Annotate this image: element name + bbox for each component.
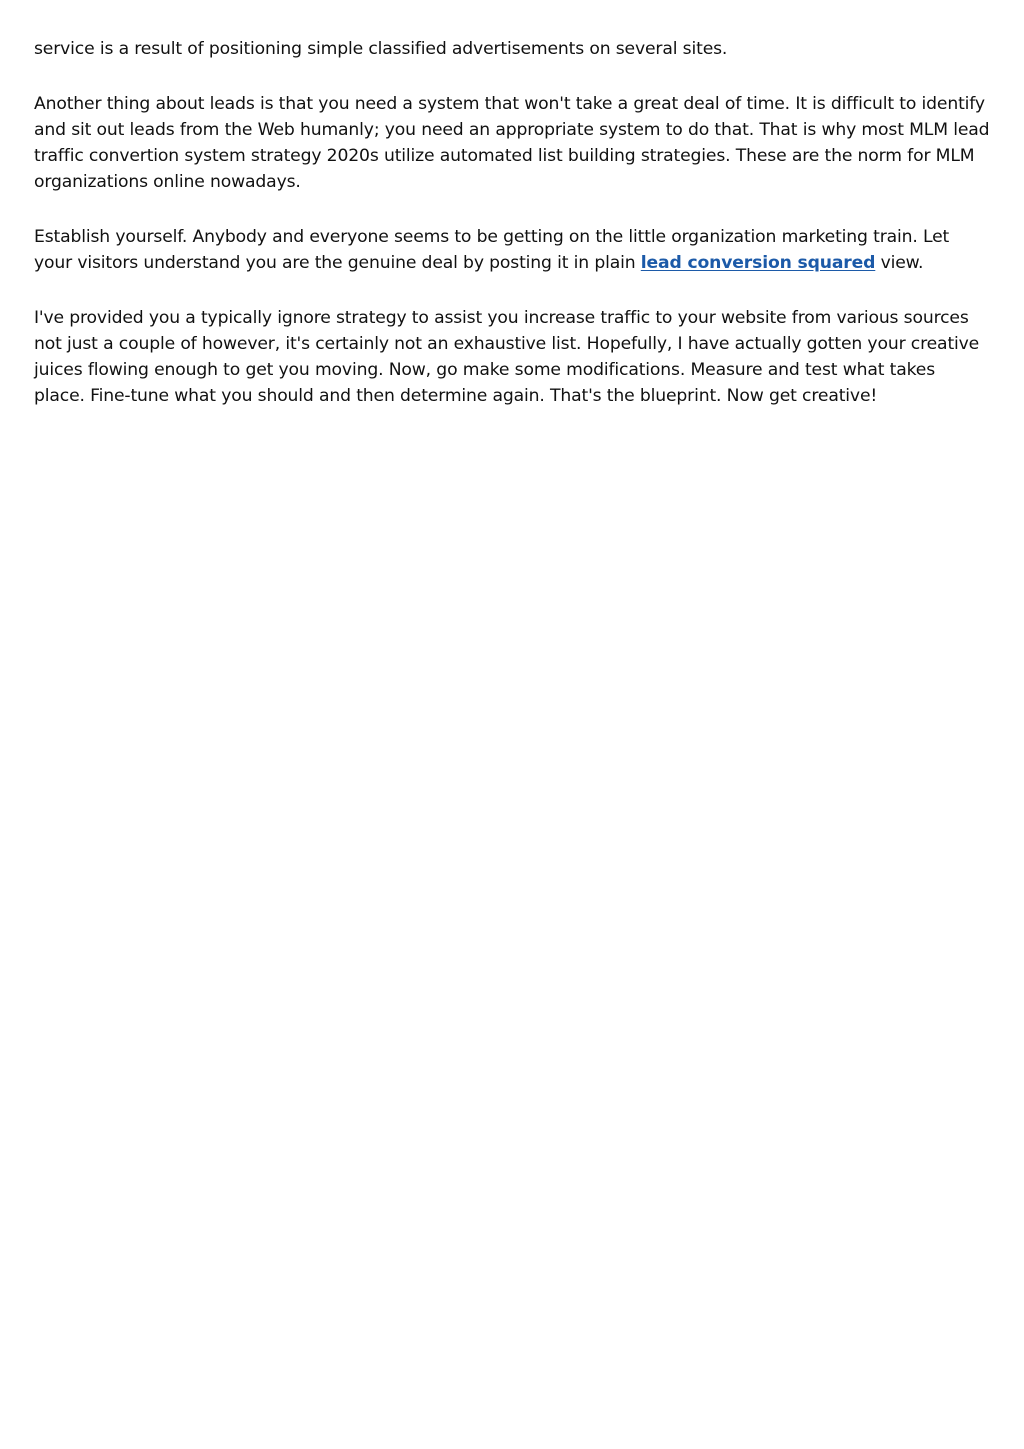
lead-conversion-link[interactable]: lead conversion squared xyxy=(640,253,876,273)
document-body xyxy=(34,36,990,438)
paragraph-4: I've provided you a typically ignore strategy to assist you increase traffic to your website from various sources not just a couple of however, it's certainly not an exhaustive list. Hopefully, I have actually gotten your creative juices flowing enough to get you moving. Now, go make some modifications. Measure and test what takes place. Fine-tune what you should and then determine again. That's the blueprint. Now get creative! xyxy=(34,308,980,406)
paragraph-3 xyxy=(34,224,990,276)
paragraph-2: Another thing about leads is that you need a system that won't take a great deal of time. It is difficult to identify and sit out leads from the Web humanly; you need an appropriate system to do that. That is why most MLM lead traffic convertion system strategy 2020s utilize automated list building strategies. These are the norm for MLM organizations online nowadays. xyxy=(34,94,990,192)
paragraph-3-text-after: view. xyxy=(875,253,924,273)
paragraph-1: service is a result of positioning simple classified advertisements on several sites. xyxy=(34,39,728,59)
paragraph-3-text-before: Establish yourself. Anybody and everyone seems to be getting on the little organization marketing train. Let your visitors understand you are the genuine deal by posting it in plain xyxy=(34,227,950,273)
